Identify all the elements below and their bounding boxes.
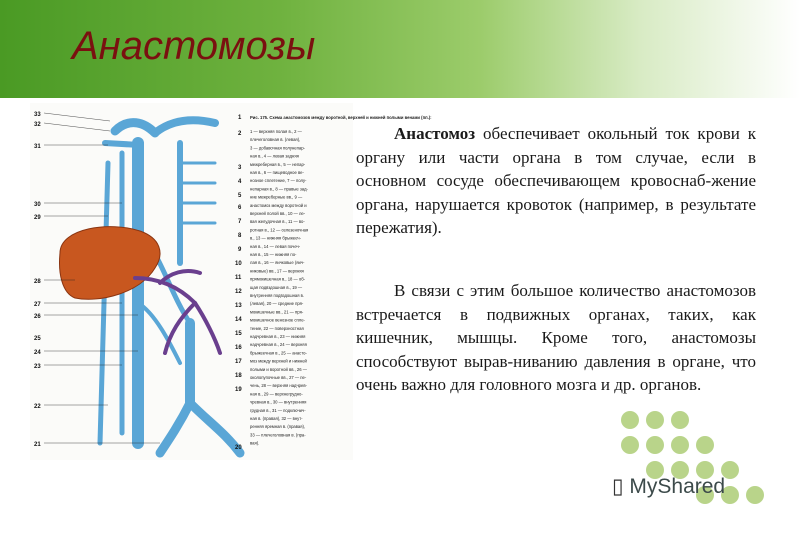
caption-line: щая подвздошная в., 19 —	[250, 284, 303, 290]
caption-line: моз между верхней и нижней	[250, 358, 307, 364]
label-30: 30	[34, 202, 41, 208]
caption-line: в., 13 — нижняя брыжееч-	[250, 235, 301, 241]
label-9: 9	[238, 247, 242, 253]
caption-line: ротная в., 12 — селезеночная	[250, 227, 309, 233]
label-26: 26	[34, 314, 41, 320]
label-21: 21	[34, 442, 41, 448]
label-4: 4	[238, 179, 242, 185]
caption-line: 33 — плечеголовная в. (пра-	[250, 432, 306, 438]
label-23: 23	[34, 364, 41, 370]
label-6: 6	[238, 205, 242, 211]
caption-title: Рис. 175. Схема анастомозов между воротной, верхней и нижней полыми венами (пп.):	[250, 115, 432, 120]
label-14: 14	[235, 317, 242, 323]
caption-line: ние межреберные вв., 9 —	[250, 194, 303, 200]
caption-line: ная в., 15 — нижняя по-	[250, 252, 297, 257]
caption-line: никовые) вв., 17 — верхняя	[250, 268, 304, 274]
caption-line: анастомоз между воротной и	[250, 202, 307, 208]
label-32: 32	[34, 122, 41, 128]
caption-line: ная в., 14 — левая почеч-	[250, 243, 301, 249]
label-1: 1	[238, 115, 242, 121]
paragraph-2: В связи с этим большое количество анастомозов встречается в подвижных органах, таких, как кишечник, мышцы. Кроме того, анастомозы способствуют вырав-ниванию давления в органе, что очень важно для головного мозга и др. органов.	[356, 281, 756, 395]
anatomy-figure	[30, 103, 432, 460]
caption-line: ная в., 29 — верхнегрудно-	[250, 391, 303, 397]
label-17: 17	[235, 359, 242, 365]
caption-line: надчревная в., 23 — нижняя	[250, 334, 306, 339]
label-22: 22	[34, 404, 41, 410]
caption-line: мокишечные вв., 21 — пря-	[250, 309, 304, 315]
slide-title: Анастомозы	[72, 24, 316, 68]
caption-line: вая).	[250, 440, 260, 446]
label-24: 24	[34, 350, 41, 356]
caption-line: межреберная в., 5 — непар-	[250, 161, 306, 167]
label-12: 12	[235, 289, 242, 295]
caption-line: полыми и воротной вв., 26 —	[250, 366, 307, 372]
presentation-icon: ▯	[612, 475, 624, 498]
myshared-logo	[612, 474, 725, 499]
label-10: 10	[235, 261, 242, 267]
caption-line: тение, 22 — поверхностная	[250, 325, 304, 331]
label-31: 31	[34, 144, 41, 150]
caption-line: непарная в., 8 — правые зад-	[250, 186, 308, 192]
vein-brachiocephalic-left	[155, 120, 215, 133]
caption-line: ная в., 6 — пищеводное ве-	[250, 170, 304, 175]
caption-line: мокишечное венозное спле-	[250, 317, 305, 323]
caption-line: верхней полой вв., 10 — ле-	[250, 211, 306, 216]
vein-iliac-right	[190, 403, 240, 453]
caption-line: прямокишечная в., 18 — об-	[250, 276, 306, 282]
caption-line: околопупочные вв., 27 — пе-	[250, 375, 307, 380]
vein-iliac-left	[160, 403, 190, 453]
caption-line: чень, 28 — верхняя надчрев-	[250, 383, 307, 389]
caption-line: надчревная в., 24 — верхняя	[250, 342, 307, 348]
caption-line: нозное сплетение, 7 — полу-	[250, 178, 307, 184]
logo-text: MyShared	[629, 475, 726, 498]
label-19: 19	[235, 387, 242, 393]
caption-line: лая в., 16 — яичковые (яич-	[250, 260, 305, 266]
left-number-labels	[34, 112, 41, 448]
caption-line: ренняя яремная в. (правая),	[250, 424, 306, 430]
venous-anastomoses-diagram	[30, 103, 432, 460]
caption-line: (левая), 20 — средние пря-	[250, 301, 304, 307]
label-7: 7	[238, 219, 242, 225]
label-5: 5	[238, 193, 242, 199]
label-16: 16	[235, 345, 242, 351]
label-13: 13	[235, 303, 242, 309]
label-28: 28	[34, 279, 41, 285]
caption-line: брыжеечная в., 25 — анасто-	[250, 350, 307, 356]
vein-brachiocephalic-right	[115, 123, 155, 133]
label-15: 15	[235, 331, 242, 337]
label-25: 25	[34, 336, 41, 342]
label-20: 20	[235, 445, 242, 451]
label-8: 8	[238, 233, 242, 239]
paragraph-1-lead: Анастомоз	[394, 124, 476, 143]
vein-intercostals	[180, 163, 215, 223]
right-number-labels	[235, 115, 242, 451]
label-27: 27	[34, 302, 41, 308]
caption-line: грудная в., 31 — подключич-	[250, 407, 306, 413]
label-3: 3	[238, 165, 242, 171]
label-33: 33	[34, 112, 41, 118]
label-18: 18	[235, 373, 242, 379]
paragraph-1-rest: обеспечивает окольный ток крови к органу или части органа в том случае, если в основном сосуде обеспечивающем кровоснаб-жение органа, нарушается кровоток (например, в результате пережатия).	[356, 124, 756, 238]
liver	[60, 227, 160, 300]
caption-line: внутренняя подвздошная в.	[250, 293, 305, 298]
caption-line: 3 — добавочная полунепар-	[250, 145, 305, 151]
caption-line: ная в. (правая), 32 — внут-	[250, 416, 303, 421]
label-11: 11	[235, 275, 242, 281]
caption-line: ная в., 4 — левая задняя	[250, 153, 299, 159]
label-2: 2	[238, 131, 242, 137]
paragraph-1	[356, 122, 756, 240]
caption-line: чревная в., 30 — внутренняя	[250, 399, 307, 405]
caption-line: плечеголовная в. (левая),	[250, 137, 301, 143]
label-29: 29	[34, 215, 41, 221]
caption-line: 1 — верхняя полая в., 2 —	[250, 129, 302, 134]
caption-line: вая желудочная в., 11 — во-	[250, 219, 305, 225]
